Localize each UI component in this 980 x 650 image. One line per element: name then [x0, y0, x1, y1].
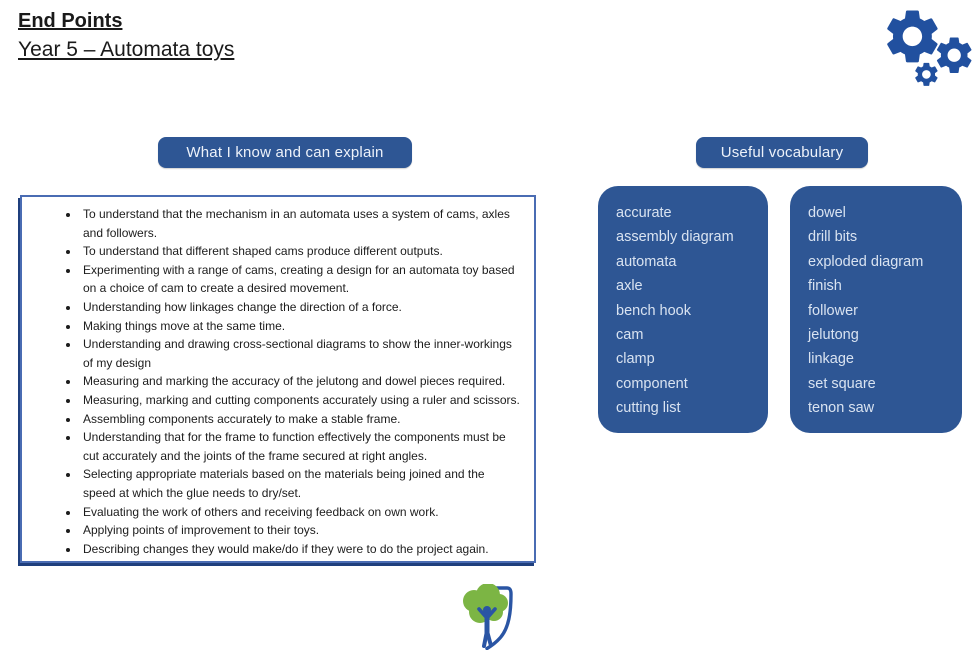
- knowledge-bullet: • Understanding that for the frame to function effectively the components must be cut accurately and the joints of the frame secured at right angles.: [80, 428, 520, 465]
- knowledge-bullet: • Understanding and drawing cross-sectional diagrams to show the inner-workings of my design: [80, 335, 520, 372]
- page-title: End Points: [18, 10, 123, 32]
- vocabulary-term: component: [616, 375, 688, 392]
- person-icon: [479, 606, 495, 646]
- vocabulary-term: finish: [808, 278, 842, 295]
- vocabulary-term: exploded diagram: [808, 253, 924, 270]
- knowledge-bullet: • Measuring and marking the accuracy of the jelutong and dowel pieces required.: [80, 372, 520, 391]
- vocabulary-term: assembly diagram: [616, 229, 734, 246]
- knowledge-bullet: • To understand that different shaped cams produce different outputs.: [80, 242, 520, 261]
- page-subtitle: Year 5 – Automata toys: [18, 38, 235, 61]
- vocabulary-term: dowel: [808, 205, 846, 221]
- vocabulary-term: tenon saw: [808, 400, 875, 417]
- knowledge-bullet: • Evaluating the work of others and receiving feedback on own work.: [80, 503, 520, 522]
- vocabulary-term: drill bits: [808, 229, 858, 246]
- knowledge-bullet: • To understand that the mechanism in an automata uses a system of cams, axles and followers.: [80, 205, 520, 242]
- vocabulary-box-1: [598, 186, 768, 433]
- vocabulary-term: bench hook: [616, 302, 691, 319]
- gears-icon: [870, 0, 980, 100]
- know-header-button[interactable]: What I know and can explain: [158, 137, 412, 168]
- header-titles: [18, 8, 234, 63]
- knowledge-bullet: • Applying points of improvement to their toys.: [80, 521, 520, 540]
- vocabulary-header-button[interactable]: Useful vocabulary: [696, 137, 868, 168]
- vocabulary-term: cam: [616, 327, 644, 344]
- vocabulary-term: follower: [808, 302, 858, 319]
- vocabulary-term: axle: [616, 278, 643, 295]
- knowledge-bullet: • Measuring, marking and cutting components accurately using a ruler and scissors.: [80, 391, 520, 410]
- vocabulary-term: jelutong: [808, 327, 859, 344]
- knowledge-bullet: • Assembling components accurately to make a stable frame.: [80, 410, 520, 429]
- vocabulary-term: cutting list: [616, 400, 681, 417]
- vocabulary-term: accurate: [616, 205, 672, 221]
- knowledge-bullet-list: [22, 205, 534, 558]
- knowledge-box: [20, 195, 536, 563]
- knowledge-bullet: • Selecting appropriate materials based on the materials being joined and the speed at which the glue needs to dry/set.: [80, 465, 520, 502]
- school-logo: [458, 584, 520, 650]
- knowledge-bullet: • Describing changes they would make/do if they were to do the project again.: [80, 540, 520, 559]
- knowledge-bullet: • Making things move at the same time.: [80, 317, 520, 336]
- vocabulary-box-2: [790, 186, 962, 433]
- vocabulary-term: set square: [808, 375, 876, 392]
- vocabulary-term: linkage: [808, 351, 854, 368]
- vocabulary-term: clamp: [616, 351, 655, 368]
- vocabulary-term: automata: [616, 253, 677, 270]
- knowledge-bullet: • Understanding how linkages change the direction of a force.: [80, 298, 520, 317]
- knowledge-bullet: • Experimenting with a range of cams, creating a design for an automata toy based on a choice of cam to create a desired movement.: [80, 261, 520, 298]
